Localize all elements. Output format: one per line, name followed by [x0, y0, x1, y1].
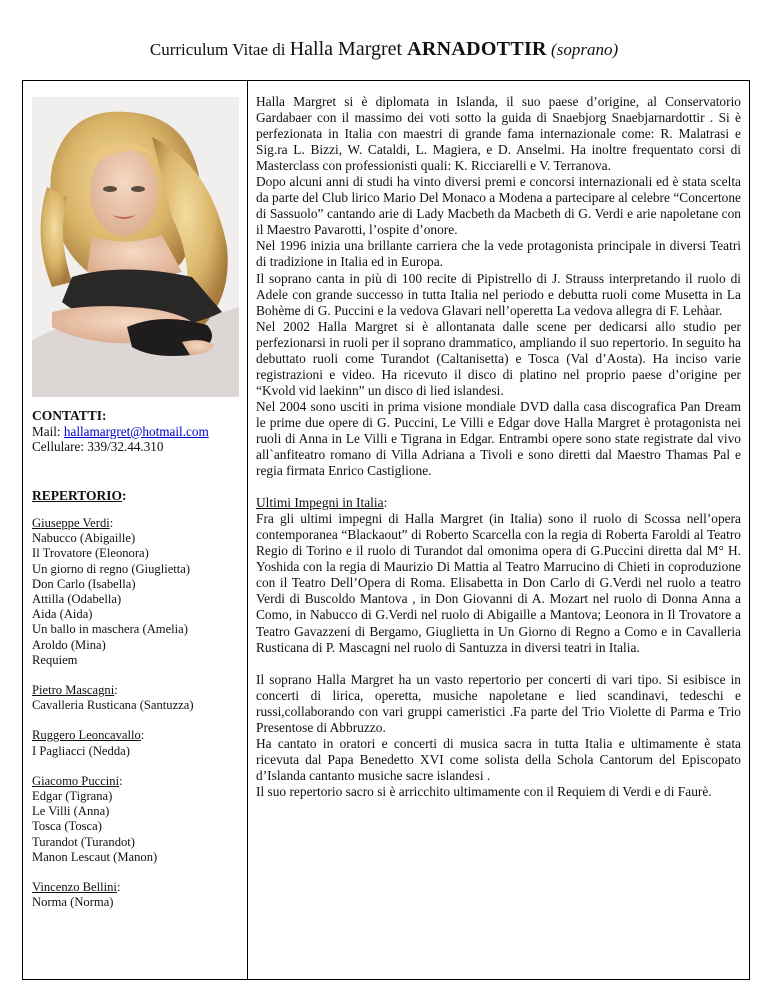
- repertorio-group: [32, 728, 246, 758]
- bio-paragraph: Nel 1996 inizia una brillante carriera che la vede protagonista principale in diversi Teatri di tradizione in Italia ed in Europa.: [256, 238, 741, 270]
- composer-name: Pietro Mascagni: [32, 683, 115, 698]
- repertorio-group: [32, 683, 246, 713]
- bio-paragraph: Nel 2004 sono usciti in prima visione mondiale DVD dalla casa discografica Pan Dream le prime due opere di G. Puccini, Le Villi e Edgar dove Halla Margret è protagonista nei ruoli di Anna in Le Villi e Tigrana in Edgar. Entrambi opere sono state registrate dal vivo all`anfiteatro romano di Villa Adriana a Tivoli e sono diretti dal Maestro Thamas Pal e regia firmata Enrico Castiglione.: [256, 398, 741, 479]
- opera-role: Nabucco (Abigaille): [32, 531, 136, 546]
- opera-role: Un ballo in maschera (Amelia): [32, 622, 188, 637]
- bio-paragraph: Il soprano canta in più di 100 recite di Pipistrello di J. Strauss interpretando il ruolo di Adele con grande successo in tutta Italia nel periodo e debutta ruoli come Musetta in La Bohème di G. Puccini e la vedova Glavari nell’operetta La vedova allegra di F. Lehàar.: [256, 270, 741, 318]
- bio-paragraph: Nel 2002 Halla Margret si è allontanata dalle scene per dedicarsi allo studio per perfezionarsi in ruoli per il soprano drammatico, ampliando il suo repertorio. In seguito ha debuttato ruoli come Turandot (Caltanisetta) e Tosca (Val d’Aosta). Ha inciso varie registrazioni e video. Ha ricevuto il disco di platino nel proprio paese d’origine per “Kvold vid laekinn” un disco di lied islandesi.: [256, 318, 741, 398]
- opera-role: Manon Lescaut (Manon): [32, 849, 158, 864]
- repertorio-heading-colon: :: [122, 488, 127, 503]
- portrait-photo: [32, 97, 239, 397]
- repertorio-group: [32, 880, 246, 910]
- repertorio-heading-line: [32, 488, 246, 504]
- composer-name: Vincenzo Bellini: [32, 880, 117, 895]
- impegni-colon: :: [383, 495, 388, 511]
- mail-link[interactable]: hallamargret@hotmail.com: [63, 423, 209, 439]
- title-surname: ARNADOTTIR: [407, 38, 547, 60]
- opera-role: Aroldo (Mina): [32, 637, 106, 652]
- title-name: Halla Margret: [289, 38, 408, 60]
- mail-line: [32, 424, 246, 440]
- bio-paragraph: Halla Margret si è diplomata in Islanda, il suo paese d’origine, al Conservatorio Gardabaer con il massimo dei voti sotto la guida di Snaebjorg Snaebjarnardottir . Si è perfezionata in Italia con maestri di grande fama internazionale come: R. Malatrasi e Sig.ra L. Bizzi, W. Cataldi, L. Magiera, e D. Anselmi. Ha inoltre frequentato corsi di Masterclass con professionisti quali: K. Ricciarelli e V. Terranova.: [256, 94, 741, 174]
- opera-role: Il Trovatore (Eleonora): [32, 546, 149, 561]
- left-column: [32, 97, 242, 397]
- portrait-illustration: [32, 97, 239, 397]
- opera-role: Aida (Aida): [32, 607, 93, 622]
- opera-role: Attilla (Odabella): [32, 592, 122, 607]
- title-voice: (soprano): [546, 40, 619, 59]
- bio-paragraph: Il soprano Halla Margret ha un vasto repertorio per concerti di vari tipo. Si esibisce in concerti di lirica, operetta, musiche napoletane e lied scandinavi, tedeschi e russi,collaborando con vari gruppi cameristici .Fa parte del Trio Violette di Parma e Trio Presentose di Abbruzzo.: [256, 671, 741, 735]
- repertorio-group: [32, 516, 246, 668]
- opera-role: Un giorno di regno (Giuglietta): [32, 561, 191, 576]
- opera-role: Edgar (Tigrana): [32, 789, 113, 804]
- bio-paragraph: Il suo repertorio sacro si è arricchito ultimamente con il Requiem di Verdi e di Faurè.: [256, 783, 712, 799]
- opera-role: Cavalleria Rusticana (Santuzza): [32, 698, 194, 713]
- repertorio-list: [32, 516, 246, 925]
- opera-role: Norma (Norma): [32, 895, 114, 910]
- composer-name: Giacomo Puccini: [32, 773, 120, 788]
- repertorio-heading: REPERTORIO: [32, 488, 123, 503]
- opera-role: I Pagliacci (Nedda): [32, 743, 130, 758]
- column-divider: [247, 80, 248, 979]
- contacts-block: [32, 408, 246, 455]
- composer-line: Ruggero Leoncavallo:: [32, 728, 145, 743]
- opera-role: Tosca (Tosca): [32, 819, 102, 834]
- composer-line: Giuseppe Verdi:: [32, 516, 114, 530]
- composer-line: Vincenzo Bellini:: [32, 880, 121, 895]
- composer-name: Ruggero Leoncavallo: [32, 728, 141, 743]
- bio-paragraph: Fra gli ultimi impegni di Halla Margret (in Italia) sono il ruolo di Scossa nell’opera contemporanea “Blackaout” di Roberto Scarcella con la regia di Roberta Faroldi al Teatro Regio di Torino e il ruolo di Turandot dal omonima opera di G.Puccini diretta dal M° H. Yoshida con la regia di Maurizio Di Mattia al Teatro Marrucino di Chieti in coproduzione con il Teatro Dell’Opera di Roma. Elisabetta in Don Carlo di G.Verdi nel ruolo a teatro Verdi di Buscoldo Mantova , in Don Giovanni di A. Mozart nel ruolo di Donna Anna a Como, in Nabucco di G.Verdi nel ruolo di Abigaille a Mantova; Leonora in Il Trovatore a Teatro Gavazzeni di Bergamo, Giuglietta in Un Giorno di Regno a Como e in Cavalleria Rusticana di P. Mascagni nel ruolo di Santuzza in diversi teatri in Italia.: [256, 511, 741, 655]
- page-title: [0, 38, 768, 61]
- composer-line: Giacomo Puccini:: [32, 773, 123, 788]
- title-prefix: Curriculum Vitae di: [149, 40, 290, 59]
- repertorio-group: [32, 774, 246, 865]
- opera-role: Turandot (Turandot): [32, 834, 135, 849]
- spacer: [256, 656, 741, 672]
- bio-paragraph: Ha cantato in oratori e concerti di musica sacra in tutta Italia e ultimamente è stata ricevuta dal Papa Benedetto XVI come solista della Schola Cantorum del Episcopato d’Islanda cantanto musiche sacre islandesi .: [256, 735, 741, 783]
- spacer: [256, 479, 741, 495]
- mail-label: Mail:: [32, 423, 64, 439]
- opera-role: Requiem: [32, 652, 78, 667]
- impegni-heading-line: [256, 495, 741, 511]
- impegni-heading: Ultimi Impegni in Italia: [256, 495, 384, 511]
- phone-line: Cellulare: 339/32.44.310: [32, 439, 164, 455]
- bio-paragraph: Dopo alcuni anni di studi ha vinto diversi premi e concorsi internazionali ed è stata scelta da parte del Club lirico Mario Del Monaco a Modena a partecipare al celebre “Concertone di Sassuolo” cantando arie di Lady Macbeth da Macbeth di G. Verdi e arie napoletane con il Maestro Pavarotti, l’ospite d’onore.: [256, 174, 741, 238]
- contacts-heading: CONTATTI:: [32, 408, 107, 423]
- composer-name: Giuseppe Verdi: [32, 516, 110, 530]
- composer-line: Pietro Mascagni:: [32, 683, 118, 698]
- biography: [256, 94, 741, 800]
- opera-role: Don Carlo (Isabella): [32, 576, 136, 591]
- opera-role: Le Villi (Anna): [32, 804, 110, 819]
